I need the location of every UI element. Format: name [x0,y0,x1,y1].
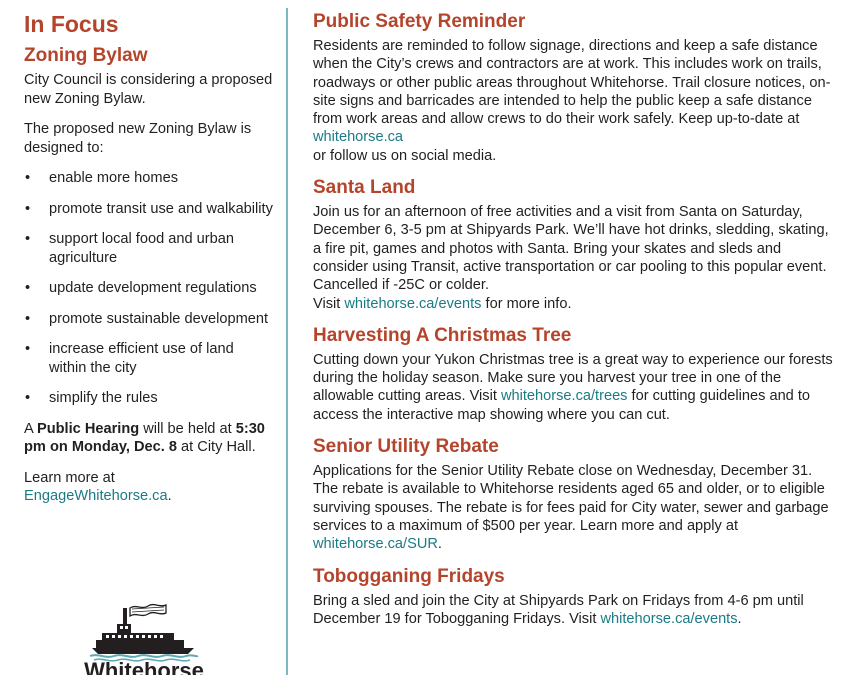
bullet-icon: • [25,231,31,247]
in-focus-column [24,10,274,518]
bullet-icon: • [25,341,31,357]
section-title: Tobogganing Fridays [313,565,505,587]
list-item: • enable more homes [25,170,178,186]
sur-link[interactable]: whitehorse.ca/SUR [313,536,438,553]
zoning-lead: The proposed new Zoning Bylaw is designed to: [24,121,252,156]
events-link[interactable]: whitehorse.ca/events [600,610,738,627]
zoning-goals-list [24,169,274,408]
list-item: • increase efficient use of land within the city [25,341,234,376]
public-hearing-notice: A Public Hearing will be held at 5:30 pm on Monday, Dec. 8 at City Hall. [24,420,265,455]
learn-more: Learn more at EngageWhitehorse.ca. [24,469,172,504]
section-body: Applications for the Senior Utility Rebate close on Wednesday, December 31. The rebate is available to Whitehorse residents aged 65 and older, or to eligible surviving spouses. The rebate is for fees paid for City water, sewer and garbage services to a maximum of $500 per year. Learn more and apply at whitehorse.ca/SUR. [313,463,829,553]
whitehorse-link[interactable]: whitehorse.ca [313,129,404,146]
list-item: • simplify the rules [25,390,158,406]
section-title: Senior Utility Rebate [313,436,499,458]
trees-link[interactable]: whitehorse.ca/trees [500,388,628,405]
bullet-icon: • [25,200,31,217]
section-title: Harvesting A Christmas Tree [313,324,572,346]
svg-text:Whitehorse: Whitehorse [84,658,204,675]
tobogganing-section [313,565,833,629]
zoning-bylaw-heading: Zoning Bylaw [24,45,148,66]
list-item: • promote sustainable development [25,310,269,327]
in-focus-heading: In Focus [24,11,119,37]
sternwheeler-icon [72,602,217,675]
zoning-intro: City Council is considering a proposed new Zoning Bylaw. [24,72,273,107]
section-body: Cutting down your Yukon Christmas tree is a great way to experience our forests during the holiday season. Make sure you harvest your tree in one of the allowable cutting areas. Visit whitehorse.ca/trees for cutting guidelines and to access the interactive map showing where you can cut. [313,351,833,423]
section-body: Join us for an afternoon of free activities and a visit from Santa on Saturday, December 6, 3-5 pm at Shipyards Park. We’ll have hot drinks, sledding, skating, a fire pit, games and photos with Santa. Bring your skates and sleds and consider using Transit, active transportation or car pooling to this popular event. Cancelled if -25C or colder. Visit whitehorse.ca/events for more info. [313,204,829,312]
list-item: • support local food and urban agriculture [25,231,234,266]
senior-rebate-section [313,435,833,553]
bullet-icon: • [25,390,31,406]
section-title: Santa Land [313,177,416,199]
public-safety-section [313,10,833,165]
christmas-tree-section [313,324,833,424]
bullet-icon: • [25,280,31,296]
public-hearing-date: 5:30 pm on Monday, Dec. 8 [24,420,265,455]
column-divider [286,8,288,675]
section-body: Bring a sled and join the City at Shipyards Park on Fridays from 4-6 pm until December 19 for Tobogganing Fridays. Visit whitehorse.ca/events. [313,592,804,627]
news-column [313,10,833,639]
santa-land-section [313,176,833,313]
section-body: Residents are reminded to follow signage, directions and keep a safe distance when the City’s crews and contractors are at work. This includes work on trails, roadways or other public areas throughout Whitehorse. Trail closure notices, on-site signs and barricades are intended to help the public keep a safe distance from work areas and allow crews to do their work safely. Keep up-to-date at whitehorse.ca or follow us on social media. [313,38,831,164]
whitehorse-logo [72,602,217,675]
bullet-icon: • [25,170,31,186]
public-hearing-label: Public Hearing [36,420,140,437]
events-link[interactable]: whitehorse.ca/events [344,295,482,312]
list-item: • update development regulations [25,280,257,296]
section-title: Public Safety Reminder [313,11,526,32]
engage-whitehorse-link[interactable]: EngageWhitehorse.ca [24,488,168,504]
list-item: • promote transit use and walkability [25,200,273,217]
bullet-icon: • [25,310,31,327]
